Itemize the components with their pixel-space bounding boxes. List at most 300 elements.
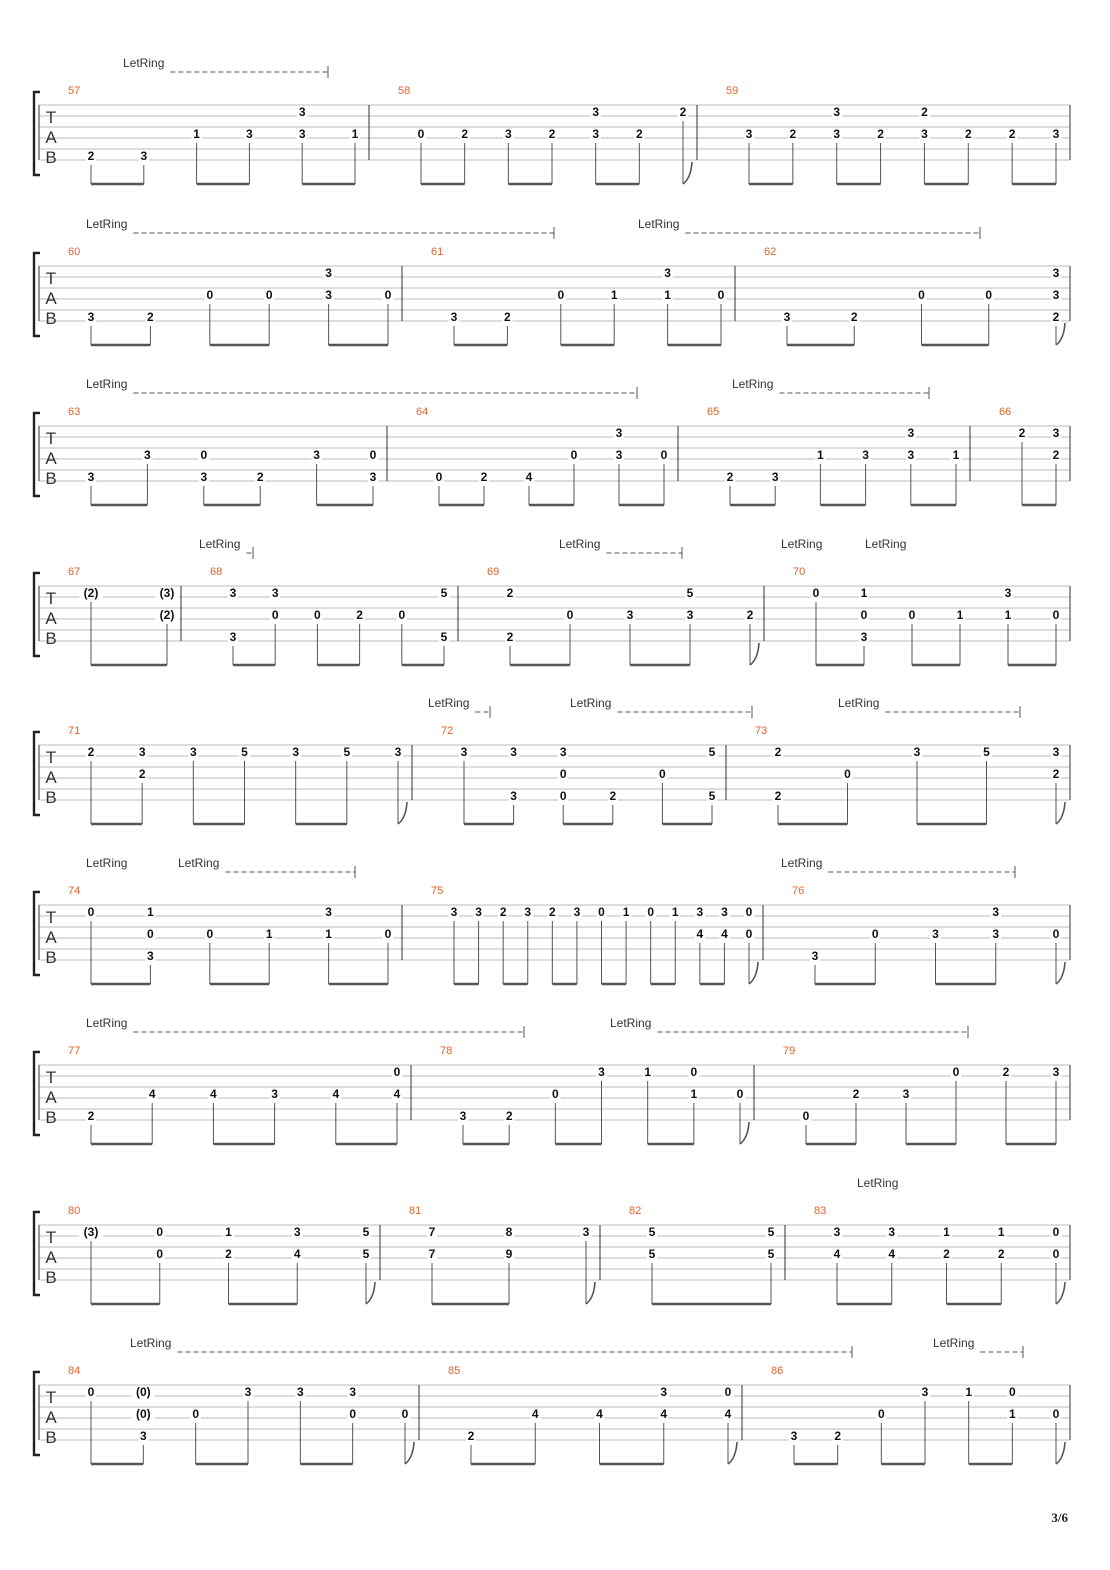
fret-number: 2 bbox=[225, 1247, 232, 1261]
fret-number: 0 bbox=[1008, 1385, 1016, 1399]
fret-number: 0 bbox=[717, 288, 725, 302]
fret-number: 3 bbox=[510, 789, 517, 803]
fret-number: 3 bbox=[298, 105, 306, 119]
staff-system bbox=[34, 1016, 1070, 1144]
fret-number: 5 bbox=[686, 586, 694, 600]
fret-number: 5 bbox=[362, 1225, 370, 1239]
fret-number: 2 bbox=[147, 310, 154, 324]
tab-clef-letter: T bbox=[45, 429, 57, 448]
fret-number: 1 bbox=[1008, 1407, 1016, 1421]
tab-clef-letter: B bbox=[45, 469, 57, 488]
note-flag bbox=[1056, 802, 1065, 824]
fret-number: 3 bbox=[229, 630, 237, 644]
tab-clef-letter: T bbox=[45, 1068, 57, 1087]
tab-clef-letter: T bbox=[45, 1388, 57, 1407]
let-ring-label: LetRing bbox=[86, 856, 128, 870]
measure-number: 74 bbox=[68, 885, 81, 897]
fret-number: 0 bbox=[871, 927, 879, 941]
fret-number: 3 bbox=[87, 470, 95, 484]
measure-number: 75 bbox=[431, 885, 444, 897]
note-flag bbox=[1056, 962, 1065, 984]
fret-number: 2 bbox=[548, 127, 556, 141]
fret-number: 7 bbox=[428, 1225, 436, 1239]
fret-number: 2 bbox=[746, 608, 754, 622]
fret-number: 2 bbox=[1052, 448, 1060, 462]
fret-number: 2 bbox=[852, 1087, 860, 1101]
let-ring-label: LetRing bbox=[559, 537, 601, 551]
fret-number: 3 bbox=[1052, 426, 1060, 440]
fret-number: 2 bbox=[138, 767, 146, 781]
tab-clef-letter: A bbox=[45, 768, 57, 787]
fret-number: 3 bbox=[902, 1087, 910, 1101]
staff-system bbox=[34, 1336, 1070, 1464]
fret-number: 0 bbox=[1052, 1247, 1060, 1261]
fret-number: 2 bbox=[921, 105, 928, 119]
fret-number: 0 bbox=[417, 127, 425, 141]
measure-number: 79 bbox=[783, 1045, 796, 1057]
tab-clef-letter: B bbox=[45, 148, 57, 167]
fret-number: 0 bbox=[349, 1407, 357, 1421]
fret-number: 1 bbox=[225, 1225, 232, 1239]
fret-number: 3 bbox=[460, 745, 468, 759]
measure-number: 66 bbox=[999, 406, 1012, 418]
fret-number: 3 bbox=[313, 448, 320, 462]
fret-number: 4 bbox=[724, 1407, 732, 1421]
fret-number: 3 bbox=[833, 105, 841, 119]
tab-clef-letter: B bbox=[45, 629, 57, 648]
fret-number: 3 bbox=[932, 927, 939, 941]
fret-number: 0 bbox=[570, 448, 578, 462]
measure-number: 82 bbox=[629, 1205, 642, 1217]
fret-number: 3 bbox=[296, 1385, 304, 1399]
measure-number: 57 bbox=[68, 85, 81, 97]
fret-number: 0 bbox=[147, 927, 154, 941]
fret-number: (2) bbox=[159, 608, 175, 622]
fret-number: 3 bbox=[450, 310, 458, 324]
tab-clef-letter: A bbox=[45, 1408, 57, 1427]
fret-number: 4 bbox=[696, 927, 704, 941]
let-ring-label: LetRing bbox=[178, 856, 220, 870]
fret-number: 0 bbox=[724, 1385, 732, 1399]
measure-number: 69 bbox=[487, 566, 500, 578]
fret-number: 4 bbox=[721, 927, 728, 941]
fret-number: 3 bbox=[598, 1065, 605, 1079]
measure-number: 70 bbox=[793, 566, 806, 578]
fret-number: 3 bbox=[394, 745, 402, 759]
fret-number: 0 bbox=[745, 905, 753, 919]
measure-number: 64 bbox=[416, 406, 429, 418]
measure-number: 86 bbox=[771, 1365, 784, 1377]
fret-number: 0 bbox=[156, 1225, 164, 1239]
tab-clef-letter: T bbox=[45, 1228, 57, 1247]
fret-number: 0 bbox=[265, 288, 273, 302]
fret-number: 0 bbox=[200, 448, 208, 462]
fret-number: 1 bbox=[952, 448, 960, 462]
fret-number: 3 bbox=[992, 905, 1000, 919]
fret-number: 5 bbox=[440, 586, 448, 600]
fret-number: 0 bbox=[877, 1407, 885, 1421]
tab-clef-letter: A bbox=[45, 128, 57, 147]
note-flag bbox=[728, 1442, 737, 1464]
tab-clef-letter: T bbox=[45, 269, 57, 288]
measure-number: 65 bbox=[707, 406, 720, 418]
measure-number: 81 bbox=[409, 1205, 422, 1217]
fret-number: 0 bbox=[87, 1385, 95, 1399]
fret-number: 0 bbox=[745, 927, 753, 941]
measure-number: 63 bbox=[68, 406, 81, 418]
fret-number: (0) bbox=[135, 1407, 151, 1421]
fret-number: 7 bbox=[428, 1247, 436, 1261]
fret-number: 5 bbox=[343, 745, 351, 759]
let-ring-label: LetRing bbox=[732, 377, 774, 391]
fret-number: 5 bbox=[767, 1225, 775, 1239]
fret-number: 2 bbox=[461, 127, 469, 141]
fret-number: 5 bbox=[767, 1247, 775, 1261]
measure-number: 80 bbox=[68, 1205, 81, 1217]
staff-system bbox=[34, 696, 1070, 824]
fret-number: 3 bbox=[510, 745, 517, 759]
fret-number: 3 bbox=[592, 105, 600, 119]
fret-number: 3 bbox=[189, 745, 197, 759]
note-flag bbox=[740, 1122, 749, 1144]
fret-number: 1 bbox=[1004, 608, 1012, 622]
fret-number: 3 bbox=[144, 448, 151, 462]
note-flag bbox=[683, 162, 692, 184]
fret-number: 3 bbox=[833, 127, 841, 141]
fret-number: (3) bbox=[83, 1225, 99, 1239]
fret-number: 3 bbox=[139, 1429, 147, 1443]
fret-number: 3 bbox=[1052, 1065, 1060, 1079]
fret-number: 4 bbox=[833, 1247, 841, 1261]
fret-number: 0 bbox=[393, 1065, 401, 1079]
fret-number: 0 bbox=[690, 1065, 698, 1079]
note-flag bbox=[366, 1282, 375, 1304]
note-flag bbox=[1056, 323, 1065, 345]
tab-clef-letter: B bbox=[45, 1108, 57, 1127]
fret-number: 5 bbox=[708, 789, 716, 803]
fret-number: 5 bbox=[362, 1247, 370, 1261]
tab-clef-letter: T bbox=[45, 908, 57, 927]
fret-number: 1 bbox=[664, 288, 671, 302]
fret-number: 0 bbox=[384, 927, 392, 941]
fret-number: 3 bbox=[592, 127, 600, 141]
fret-number: 2 bbox=[506, 630, 514, 644]
fret-number: 1 bbox=[997, 1225, 1005, 1239]
fret-number: 0 bbox=[192, 1407, 200, 1421]
tab-clef-letter: T bbox=[45, 108, 57, 127]
fret-number: 2 bbox=[506, 586, 514, 600]
let-ring-label: LetRing bbox=[123, 56, 165, 70]
fret-number: 2 bbox=[467, 1429, 475, 1443]
fret-number: 3 bbox=[860, 630, 868, 644]
fret-number: 2 bbox=[609, 789, 617, 803]
fret-number: 3 bbox=[913, 745, 921, 759]
note-flag bbox=[1056, 1442, 1065, 1464]
fret-number: 2 bbox=[504, 310, 511, 324]
fret-number: 3 bbox=[271, 1087, 278, 1101]
fret-number: 0 bbox=[1052, 927, 1060, 941]
fret-number: 0 bbox=[1052, 608, 1060, 622]
fret-number: 2 bbox=[356, 608, 363, 622]
fret-number: 2 bbox=[87, 745, 95, 759]
fret-number: 3 bbox=[140, 149, 148, 163]
fret-number: 3 bbox=[907, 426, 915, 440]
let-ring-label: LetRing bbox=[838, 696, 880, 710]
fret-number: 0 bbox=[559, 767, 567, 781]
tab-clef-letter: A bbox=[45, 449, 57, 468]
let-ring-label: LetRing bbox=[130, 1336, 172, 1350]
measure-number: 60 bbox=[68, 246, 81, 258]
let-ring-label: LetRing bbox=[199, 537, 241, 551]
fret-number: 3 bbox=[771, 470, 779, 484]
fret-number: 0 bbox=[736, 1087, 744, 1101]
fret-number: 3 bbox=[298, 127, 306, 141]
note-flag bbox=[750, 643, 759, 665]
fret-number: 2 bbox=[850, 310, 858, 324]
measure-number: 72 bbox=[441, 725, 454, 737]
staff-system bbox=[34, 56, 1070, 184]
note-flag bbox=[405, 1442, 414, 1464]
fret-number: 3 bbox=[921, 1385, 929, 1399]
fret-number: 1 bbox=[671, 905, 679, 919]
fret-number: 3 bbox=[862, 448, 869, 462]
fret-number: 3 bbox=[244, 1385, 252, 1399]
fret-number: 3 bbox=[721, 905, 728, 919]
staff-system bbox=[34, 377, 1070, 505]
let-ring-label: LetRing bbox=[865, 537, 907, 551]
measure-number: 62 bbox=[764, 246, 777, 258]
note-flag bbox=[398, 802, 407, 824]
note-flag bbox=[1056, 1282, 1065, 1304]
fret-number: 3 bbox=[271, 586, 279, 600]
measure-number: 61 bbox=[431, 246, 444, 258]
fret-number: 0 bbox=[659, 767, 666, 781]
let-ring-label: LetRing bbox=[610, 1016, 652, 1030]
fret-number: 0 bbox=[369, 448, 377, 462]
fret-number: 2 bbox=[789, 127, 797, 141]
fret-number: 1 bbox=[147, 905, 154, 919]
fret-number: 0 bbox=[401, 1407, 409, 1421]
staff-system bbox=[34, 537, 1070, 665]
fret-number: 4 bbox=[293, 1247, 301, 1261]
fret-number: 3 bbox=[626, 608, 634, 622]
fret-number: 3 bbox=[229, 586, 237, 600]
fret-number: 3 bbox=[325, 905, 332, 919]
let-ring-label: LetRing bbox=[781, 537, 823, 551]
fret-number: 5 bbox=[241, 745, 248, 759]
fret-number: 0 bbox=[660, 448, 668, 462]
fret-number: 2 bbox=[1052, 767, 1060, 781]
fret-number: 4 bbox=[393, 1087, 401, 1101]
tab-clef-letter: B bbox=[45, 948, 57, 967]
tab-clef-letter: T bbox=[45, 589, 57, 608]
tab-clef-letter: B bbox=[45, 1428, 57, 1447]
fret-number: 0 bbox=[156, 1247, 164, 1261]
measure-number: 85 bbox=[448, 1365, 461, 1377]
tab-clef-letter: A bbox=[45, 609, 57, 628]
fret-number: 2 bbox=[1002, 1065, 1010, 1079]
fret-number: 1 bbox=[351, 127, 359, 141]
measure-number: 77 bbox=[68, 1045, 81, 1057]
fret-number: 3 bbox=[325, 266, 332, 280]
fret-number: 3 bbox=[615, 426, 623, 440]
fret-number: 2 bbox=[635, 127, 643, 141]
fret-number: 1 bbox=[325, 927, 332, 941]
fret-number: 3 bbox=[524, 905, 532, 919]
fret-number: 0 bbox=[271, 608, 279, 622]
fret-number: 3 bbox=[1052, 266, 1060, 280]
staff-system bbox=[34, 856, 1070, 984]
fret-number: 0 bbox=[384, 288, 392, 302]
fret-number: 2 bbox=[1018, 426, 1026, 440]
tab-clef-letter: B bbox=[45, 788, 57, 807]
measure-number: 58 bbox=[398, 85, 411, 97]
fret-number: 5 bbox=[708, 745, 716, 759]
fret-number: 3 bbox=[992, 927, 1000, 941]
fret-number: 0 bbox=[206, 288, 214, 302]
fret-number: 3 bbox=[664, 266, 671, 280]
fret-number: 3 bbox=[200, 470, 208, 484]
fret-number: 2 bbox=[774, 745, 782, 759]
fret-number: 3 bbox=[888, 1225, 896, 1239]
let-ring-label: LetRing bbox=[86, 217, 128, 231]
fret-number: 2 bbox=[877, 127, 884, 141]
fret-number: 2 bbox=[256, 470, 264, 484]
tab-clef-letter: A bbox=[45, 289, 57, 308]
fret-number: 2 bbox=[87, 149, 95, 163]
fret-number: 3 bbox=[1004, 586, 1012, 600]
let-ring-label: LetRing bbox=[570, 696, 612, 710]
fret-number: 3 bbox=[369, 470, 377, 484]
tab-clef-letter: A bbox=[45, 1088, 57, 1107]
fret-number: 1 bbox=[860, 586, 868, 600]
tab-clef-letter: B bbox=[45, 1268, 57, 1287]
fret-number: (0) bbox=[135, 1385, 151, 1399]
fret-number: 0 bbox=[314, 608, 321, 622]
fret-number: 3 bbox=[686, 608, 694, 622]
let-ring-label: LetRing bbox=[428, 696, 470, 710]
fret-number: 3 bbox=[246, 127, 253, 141]
fret-number: 2 bbox=[1008, 127, 1016, 141]
fret-number: (2) bbox=[83, 586, 99, 600]
fret-number: 0 bbox=[551, 1087, 559, 1101]
fret-number: 3 bbox=[138, 745, 146, 759]
fret-number: 4 bbox=[660, 1407, 668, 1421]
fret-number: 5 bbox=[440, 630, 448, 644]
fret-number: 3 bbox=[147, 949, 154, 963]
let-ring-label: LetRing bbox=[781, 856, 823, 870]
fret-number: 3 bbox=[292, 745, 300, 759]
fret-number: 2 bbox=[1052, 310, 1060, 324]
fret-number: 4 bbox=[210, 1087, 217, 1101]
fret-number: 4 bbox=[525, 470, 533, 484]
fret-number: 3 bbox=[293, 1225, 301, 1239]
fret-number: 3 bbox=[325, 288, 332, 302]
measure-number: 67 bbox=[68, 566, 81, 578]
fret-number: 2 bbox=[505, 1109, 513, 1123]
tab-clef-letter: A bbox=[45, 928, 57, 947]
fret-number: 4 bbox=[332, 1087, 340, 1101]
fret-number: 0 bbox=[812, 586, 820, 600]
fret-number: 1 bbox=[610, 288, 618, 302]
staff-system bbox=[34, 1176, 1070, 1304]
fret-number: 1 bbox=[943, 1225, 950, 1239]
fret-number: 3 bbox=[1052, 127, 1060, 141]
fret-number: 5 bbox=[648, 1225, 656, 1239]
fret-number: 0 bbox=[87, 905, 95, 919]
let-ring-label: LetRing bbox=[86, 377, 128, 391]
fret-number: 0 bbox=[844, 767, 851, 781]
fret-number: 4 bbox=[888, 1247, 896, 1261]
fret-number: 3 bbox=[615, 448, 623, 462]
fret-number: (3) bbox=[159, 586, 175, 600]
fret-number: 0 bbox=[1052, 1407, 1060, 1421]
measure-number: 83 bbox=[814, 1205, 827, 1217]
fret-number: 1 bbox=[265, 927, 273, 941]
fret-number: 0 bbox=[559, 789, 567, 803]
fret-number: 1 bbox=[965, 1385, 973, 1399]
fret-number: 2 bbox=[943, 1247, 950, 1261]
fret-number: 3 bbox=[790, 1429, 798, 1443]
fret-number: 4 bbox=[148, 1087, 156, 1101]
fret-number: 1 bbox=[644, 1065, 652, 1079]
fret-number: 3 bbox=[783, 310, 791, 324]
fret-number: 1 bbox=[193, 127, 200, 141]
fret-number: 3 bbox=[582, 1225, 590, 1239]
fret-number: 2 bbox=[679, 105, 687, 119]
fret-number: 3 bbox=[811, 949, 819, 963]
fret-number: 2 bbox=[964, 127, 972, 141]
let-ring-label: LetRing bbox=[857, 1176, 899, 1190]
fret-number: 0 bbox=[918, 288, 925, 302]
fret-number: 9 bbox=[505, 1247, 513, 1261]
fret-number: 3 bbox=[475, 905, 482, 919]
tab-clef-letter: B bbox=[45, 309, 57, 328]
fret-number: 2 bbox=[834, 1429, 842, 1443]
measure-number: 84 bbox=[68, 1365, 81, 1377]
fret-number: 3 bbox=[459, 1109, 467, 1123]
let-ring-label: LetRing bbox=[638, 217, 680, 231]
fret-number: 0 bbox=[985, 288, 993, 302]
fret-number: 5 bbox=[648, 1247, 656, 1261]
fret-number: 2 bbox=[87, 1109, 95, 1123]
staff-system bbox=[34, 217, 1070, 345]
fret-number: 5 bbox=[983, 745, 990, 759]
fret-number: 0 bbox=[598, 905, 605, 919]
fret-number: 3 bbox=[696, 905, 704, 919]
fret-number: 2 bbox=[997, 1247, 1005, 1261]
fret-number: 0 bbox=[1052, 1225, 1060, 1239]
fret-number: 0 bbox=[647, 905, 655, 919]
fret-number: 0 bbox=[802, 1109, 810, 1123]
let-ring-label: LetRing bbox=[86, 1016, 128, 1030]
note-flag bbox=[749, 962, 758, 984]
fret-number: 2 bbox=[480, 470, 488, 484]
fret-number: 0 bbox=[952, 1065, 960, 1079]
fret-number: 3 bbox=[349, 1385, 357, 1399]
fret-number: 1 bbox=[817, 448, 824, 462]
fret-number: 3 bbox=[660, 1385, 668, 1399]
fret-number: 0 bbox=[566, 608, 574, 622]
measure-number: 76 bbox=[792, 885, 805, 897]
fret-number: 3 bbox=[907, 448, 915, 462]
fret-number: 3 bbox=[745, 127, 753, 141]
fret-number: 3 bbox=[450, 905, 458, 919]
fret-number: 2 bbox=[499, 905, 507, 919]
tab-clef-letter: T bbox=[45, 748, 57, 767]
fret-number: 2 bbox=[726, 470, 734, 484]
fret-number: 0 bbox=[860, 608, 868, 622]
